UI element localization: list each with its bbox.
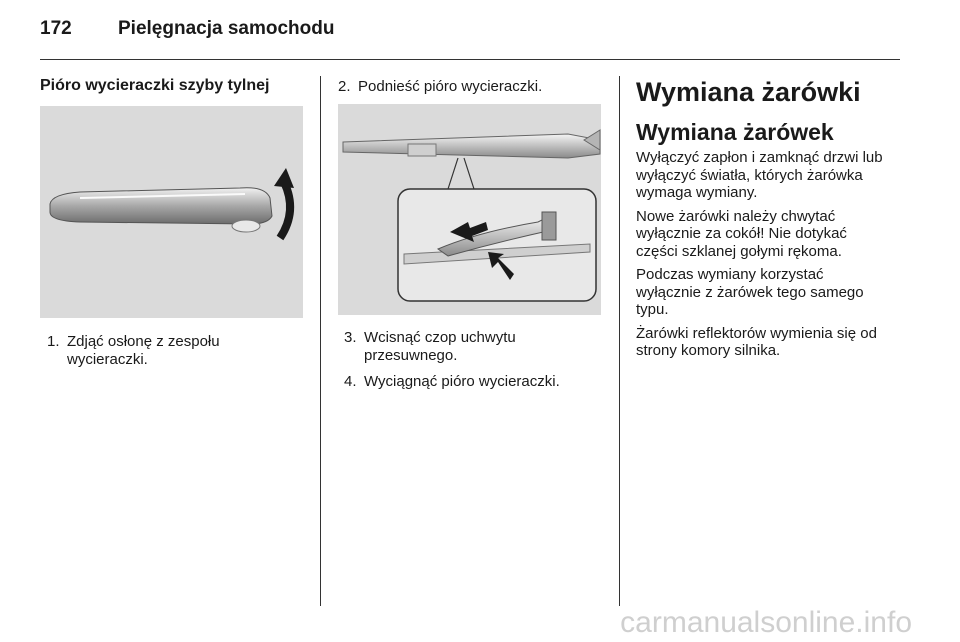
steps-list-col2-top: [338, 78, 601, 96]
page-number: 172: [40, 18, 72, 39]
step-text-line: Wcisnąć czop uchwytu: [364, 329, 516, 346]
heading-bulb-replacement: Wymiana żarówki: [636, 77, 861, 107]
step-text: [67, 333, 220, 369]
wiper-blade-illustration: [338, 104, 601, 315]
step-text-line: Zdjąć osłonę z zespołu: [67, 333, 220, 350]
column-bulb-replacement: [636, 76, 906, 366]
step-text: Podnieść pióro wycieraczki.: [358, 78, 543, 95]
step-text-line: wycieraczki.: [67, 351, 148, 368]
step-item: [338, 78, 601, 96]
paragraph: [636, 325, 906, 360]
figure-wiper-blade: [338, 104, 601, 315]
page-title: Pielęgnacja samochodu: [118, 18, 335, 39]
paragraph-line: Nowe żarówki należy chwytać: [636, 207, 836, 225]
steps-list-col2-bottom: [344, 329, 601, 391]
paragraph-line: wyłącznie z żarówek tego samego: [636, 283, 864, 301]
section-title-rear-wiper: Pióro wycieraczki szyby tylnej: [40, 77, 270, 94]
paragraph-line: wymaga wymiany.: [636, 184, 758, 201]
paragraph-line: strony komory silnika.: [636, 342, 781, 359]
step-text: [364, 329, 516, 365]
paragraph-line: wyłączyć światła, których żarówka: [636, 166, 863, 184]
column-rear-wiper: [40, 76, 303, 377]
figure-wiper-cover: [40, 106, 303, 318]
header-rule: [40, 59, 900, 60]
step-number: 1.: [47, 333, 60, 350]
paragraph-line: Żarówki reflektorów wymienia się od: [636, 324, 877, 342]
step-text-line: przesuwnego.: [364, 347, 458, 364]
step-number: 2.: [338, 78, 351, 95]
paragraph-line: Wyłączyć zapłon i zamknąć drzwi lub: [636, 149, 883, 166]
paragraph: [636, 149, 906, 202]
step-item: [47, 333, 303, 369]
page-header: [40, 12, 334, 46]
paragraph: [636, 208, 906, 261]
paragraph-line: części szklanej gołymi rękoma.: [636, 242, 842, 260]
paragraph-line: wyłącznie za cokół! Nie dotykać: [636, 225, 847, 242]
step-number: 3.: [344, 329, 357, 346]
paragraph: [636, 266, 906, 319]
step-item: [344, 329, 601, 365]
column-wiper-steps: [338, 76, 601, 399]
steps-list-col1: [47, 333, 303, 369]
column-divider-1: [320, 76, 321, 606]
heading-bulbs-replacement: Wymiana żarówek: [636, 119, 834, 145]
step-item: [344, 373, 601, 391]
paragraph-line: Podczas wymiany korzystać: [636, 266, 824, 283]
paragraph-line: typu.: [636, 301, 669, 318]
wiper-cover-illustration: [40, 106, 303, 318]
step-text: Wyciągnąć pióro wycieraczki.: [364, 373, 560, 390]
watermark: carmanualsonline.info: [620, 606, 912, 639]
step-number: 4.: [344, 373, 357, 390]
column-divider-2: [619, 76, 620, 606]
